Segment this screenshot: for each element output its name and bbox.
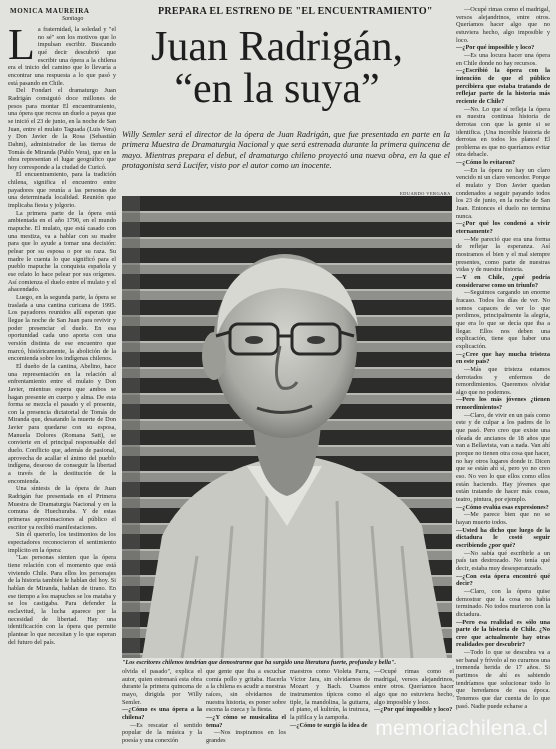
article-headline <box>132 26 422 110</box>
interview-answer: —Todo lo que se descubra va a ser banal y frívolo al no curarnos una tremenda herida de 17 años. Si partimos de ahí es sabiendo tendríamos que solucionar todo lo que heredamos de esa época. Tenemos que dar cuenta de lo que pasó. Nadie puede echarse a <box>456 649 550 710</box>
article-column-3 <box>206 668 286 744</box>
watermark: memoriachilena.cl <box>375 717 548 740</box>
article-kicker: PREPARA EL ESTRENO DE "EL ENCUENTRAMIENTO" <box>158 6 433 17</box>
paragraph: El encuentramiento, para la tradición chilena, significa el encuentro entre payadores que reunía a las personas de una determinada localidad. Reunión que implicaba fiesta y jolgorio. <box>8 171 116 210</box>
interview-question: —¿Con esta ópera encontró qué decir? <box>456 572 550 588</box>
interview-answer: —Me parece bien que no se hayan muerto todos. <box>456 511 550 526</box>
article-deck: Willy Semler será el director de la ópera de Juan Radrigán, que fue presentada en parte en la primera Muestra de Dramaturgia Nacional y que será estrenada durante la primera quincena de mayo. Mientras prepara el debut, el dramaturgo chileno proyectó una nueva obra, en la que el protagonista será Lucifer, visto por el autor como un inocente. <box>122 130 450 171</box>
photo-credit: EDUARDO VERGARA <box>400 191 451 196</box>
interview-question: —¿Cómo lo evitaron? <box>456 159 515 167</box>
interview-answer: —En la ópera no hay un claro vencido ni un claro vencedor. Porque el mulato y Don Javier quedan condenados a seguir payando todos los 23 de junio, en la noche de San Juan. Entonces el duelo no termina nunca. <box>456 166 550 220</box>
interview-question: —¿Cómo evalúa esas expresiones? <box>456 503 549 511</box>
article-column-1 <box>8 20 116 739</box>
paragraph: a fraternidad, la soledad y "el no sé" son los motivos que lo impulsan escribir. Buscando qué decir descubrió que escribir una ópera a la chilena era el inicio del camino que lo llevaría a encontrar una respuesta a lo que pasó y está pasando en Chile. <box>8 26 116 87</box>
paragraph: —Nos inspiramos en los grandes <box>206 729 286 744</box>
interview-question: —¿Cree que hay mucha tristeza en este país? <box>456 350 550 366</box>
paragraph: maestros como Violeta Parra, Víctor Jara, sin olvidarnos de Mozart y Bach. Usamos instrumentos típicos como el tiple, la mandolina, la guitarra, el piano, el kultrún, la trutruca, la pifilca y la zampoña. <box>290 668 370 721</box>
byline-place: Santiago <box>62 16 84 22</box>
article-column-6 <box>456 6 550 739</box>
interview-question: —Y en Chile, ¿qué podría considerarse como un triunfo? <box>456 273 550 289</box>
interview-question: —¿Por qué imposible y loco? <box>374 706 453 714</box>
interview-answer: —Me pareció que era una forma de reflejar la esperanza. Así mostramos el bien y el mal siempre presentes, como parte de nuestras vidas y de nuestra historia. <box>456 235 550 274</box>
paragraph: Una síntesis de la ópera de Juan Radrigán fue presentada en el Primera Muestra de Dramaturgia Nacional y en la comuna de Huechuraba. Y de estas primeras aproximaciones al público el escritor ya recibió manifestaciones. <box>8 485 116 531</box>
interview-answer: —Ocupé rimas como el madrigal, versos alejandrinos, entre otros. Queríamos hacer algo que no estuviera hecho, algo imposible y loco. <box>456 6 550 44</box>
headline-line-1: Juan Radrigán, <box>151 24 403 70</box>
interview-answer: —No sabía qué escribirle a un país tan destrozado. No tenía qué decir, estaba muy desesperanzado. <box>456 549 550 572</box>
paragraph: olvida el pasado", explica el autor, quien estrenará esta obra durante la primera quincena de mayo, dirigida por Willy Semler. <box>122 668 202 706</box>
paragraph: El dueño de la cantina, Abelino, hace una representación en la relación al enfrentamiento entre el mulato y Don Javier, mientras espera que ambos se hagan presente en cuerpo y alma. De esta forma se mezcla el pasado y el presente, con la presencia dictatorial de Tomás de Miranda que, desatando la muerte de Don Javier para quedarse con su esposa, Manuela Dolores (Romana Satt), se convierte en el principal responsable del duelo. Conflicto que, además de pasional, aprovecha de acallar el ánimo del pueblo indígena, deseoso de conseguir la libertad a través de la destitución de la encomienda. <box>8 362 116 485</box>
headline-line-2: “en la suya” <box>174 66 380 112</box>
interview-question: —Pero esa realidad es sólo una parte de la historia de Chile. ¿No cree que actualmente hay otras realidades por descubrir? <box>456 618 550 649</box>
interview-answer: —Más que tristeza estamos derrotados y enfermos de remordimientos. Queremos olvidar algo que no podemos. <box>456 365 550 396</box>
drop-cap: L <box>8 20 35 69</box>
interview-answer: —No. Lo que sí refleja la ópera es nuestra continua historia de derrotas con que la gente si se identifica. ¡Una increíble historia de derrotas en todos los planos! El problema es que no queríamos evitar otra debacle. <box>456 105 550 159</box>
article-column-4 <box>290 668 370 740</box>
interview-answer: —Claro, con la ópera quise demostrar que la cosa no había terminado. No todos murieron con la dictadura. <box>456 587 550 618</box>
interview-answer: —Seguimos cargando un enorme fracaso. Todos los días de ver. No somos capaces de ver lo que perdimos, principalmente la alegría, que era lo que se decía que iba a llegar. Ellos nos deben una explicación, tiene que haber una explicación. <box>456 289 550 350</box>
paragraph: Del Fondart el dramaturgo Juan Radrigán consiguió doce millones de pesos para montar El encuentramiento, una ópera que recrea un duelo a payas que se inició el 23 de junio, en la noche de San Juan, entre el mulato Taguada (Luis Vera) y Don Javier de la Rosa (Sebastián Dahm), administrador de las tierras de Tomás de Miranda (Pablo Vera), que en la obra representan el lugar geográfico que hoy corresponde a la ciudad de Curicó. <box>8 87 116 171</box>
photo-caption: "Los escritores chilenos tendrían que demostrarme que ha surgido una literatura fuerte, profunda y bella". <box>122 659 396 666</box>
interview-question: —¿Escribió la ópera con la intención de que el público percibiera que estaba tratando de reflejar parte de la historia más reciente de Chile? <box>456 67 550 105</box>
interview-question: —¿Por qué imposible y loco? <box>456 44 535 52</box>
interview-answer: —Claro, de vivir en un país como este y de culpar a los padres de lo que pasó. Pero creo que existe una oleada de ancianos de 18 años que van a Bellavista, van a nada. Van ahí porque no tienen otra cosa que hacer, no hay otros lugares donde ir. Dicen que se están ahí sí, pero yo no creo eso. No veo lo que ellos como ellos están haciendo. Hay jóvenes que están tratando de hacer más cosas, teatro, pintura, por ejemplo. <box>456 411 550 503</box>
interview-question: —¿Cómo es una ópera a la chilena? <box>122 706 202 721</box>
paragraph: —Ocupé rimas como el madrigal, versos alejandrinos, entre otros. Queríamos hacer algo que no estuviera hecho, algo imposible y loco. <box>374 668 454 706</box>
article-column-2 <box>122 668 202 744</box>
interview-question: —¿Y cómo se musicaliza el tema? <box>206 713 286 729</box>
interview-question: —Pero los más jóvenes ¿tienen remordimientos? <box>456 396 550 412</box>
paragraph: —Es rescatar el sentido popular de la música y la poesía y una conexión <box>122 721 202 744</box>
interview-question: —¿Por qué los condenó a vivir eternamente? <box>456 220 550 236</box>
interview-question: —Usted ha dicho que luego de la dictadura le costó seguir escribiendo ¿por qué? <box>456 526 550 549</box>
paragraph: "Las personas sienten que la ópera tiene relación con el momento que está viviendo Chile. Para ellos los personajes de la historia también le hablan del hoy. Si hablan de Miranda, hablan de tirano. En ese tiempo a los mapuches se los mataba y se los castigaba. Para defender la esclavitud, la lucha aparece por la necesidad de libertad. Hay una identificación con la ópera que permite plantear lo que necesitan y lo que esperan del futuro del país. <box>8 554 116 646</box>
paragraph: La primera parte de la ópera está ambientada en el año 1790, en el mundo mapuche. El mulato, que está casado con una mestiza, va a hablar con su madre para que lo ayude a tomar una decisión: pelear por su esposa o por su raza. Su madre le cuenta lo que significó para el pueblo mapuche la conquista española y ese relato lo hace pelear por sus orígenes. Así comienza el duelo entre el mulato y el ahacendado. <box>8 209 116 294</box>
byline-author: MONICA MAUREIRA <box>10 7 90 15</box>
paragraph: Luego, en la segunda parte, la ópera se traslada a una cantina curicana de 1995. Los payadores reunidos allí esperan que llegue la noche de San Juan para revivir y poder presenciar el duelo. En esa oportunidad cada uno aporta con una versión distinta de ese encuentro que marcó, históricamente, la abolición de la encomienda sobre los indígenas chilenos. <box>8 293 116 363</box>
portrait-photo <box>122 196 452 658</box>
portrait-illustration <box>122 196 452 658</box>
paragraph: Sin él quererlo, los testimonios de los espectadores reconocieron el sentimiento implícito en la ópera: <box>8 531 116 554</box>
interview-question: —¿Cómo te surgió la idea de <box>290 721 368 729</box>
interview-answer: —Es una locura hacer una ópera en Chile donde no hay recursos. <box>456 51 550 67</box>
paragraph: que gente que iba a escuchar comía pollo y gritaba. Hacerla a la chilena es acudir a nuestras raíces, sin olvidarnos de nuestra historia, es poner sobre escena la cueca y la fiesta. <box>206 668 286 714</box>
